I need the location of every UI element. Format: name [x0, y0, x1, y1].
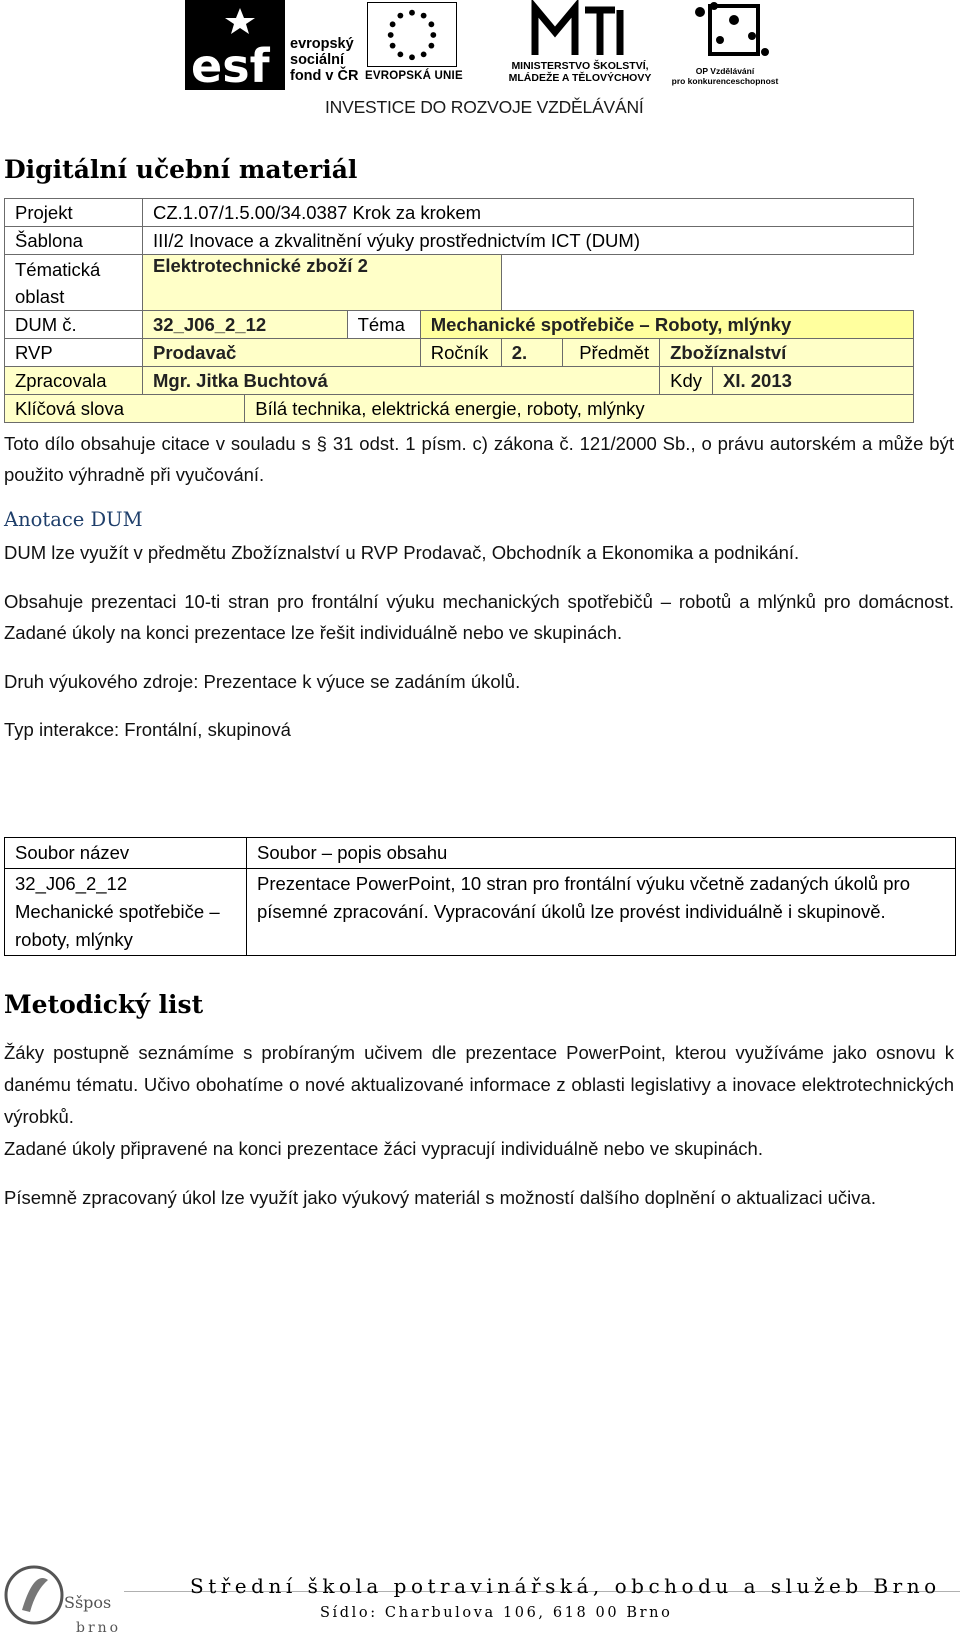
file-title: Mechanické spotřebiče – roboty, mlýnky	[15, 901, 220, 950]
table-row	[5, 255, 914, 311]
label-dum: DUM č.	[5, 311, 143, 339]
school-address: Sídlo: Charbulova 106, 618 00 Brno	[320, 1605, 673, 1621]
label-klicova-slova: Klíčová slova	[5, 395, 245, 423]
value-tema: Mechanické spotřebiče – Roboty, mlýnky	[420, 311, 913, 339]
table-row	[5, 311, 914, 339]
investice-banner: INVESTICE DO ROZVOJE VZDĚLÁVÁNÍ	[325, 97, 644, 117]
value-zpracovala: Mgr. Jitka Buchtová	[143, 367, 660, 395]
svg-text:brno: brno	[76, 1620, 122, 1636]
citation-text: Toto dílo obsahuje citace v souladu s § 31 odst. 1 písm. c) zákona č. 121/2000 Sb., o právu autorském a může být použito výhradně při vyučování.	[4, 433, 954, 485]
empty-cell	[501, 255, 913, 311]
value-sablona: III/2 Inovace a zkvalitnění výuky prostřednictvím ICT (DUM)	[143, 227, 914, 255]
label-projekt: Projekt	[5, 199, 143, 227]
metodicky-p2: Zadané úkoly připravené na konci prezentace žáci vypracují individuálně nebo ve skupinách.	[4, 1138, 763, 1159]
esf-text: evropský sociální fond v ČR	[290, 36, 359, 84]
svg-text:Sšpos: Sšpos	[64, 1593, 112, 1612]
files-header-desc: Soubor – popis obsahu	[247, 838, 956, 869]
info-table	[4, 198, 914, 423]
label-zpracovala: Zpracovala	[5, 367, 143, 395]
label-predmet: Předmět	[562, 339, 659, 367]
metodicky-p1: Žáky postupně seznámíme s probíraným učivem dle prezentace PowerPoint, kterou využíváme jako osnovu k danému tématu. Učivo obohatíme o nové aktualizované informace z oblasti legislativy a inovace elektrotechnických výrobků.	[4, 1042, 954, 1127]
page-title: Digitální učební materiál	[4, 155, 358, 184]
files-table	[4, 837, 956, 956]
value-dum: 32_J06_2_12	[143, 311, 348, 339]
files-header-name: Soubor název	[5, 838, 247, 869]
value-projekt: CZ.1.07/1.5.00/34.0387 Krok za krokem	[143, 199, 914, 227]
label-tema: Téma	[347, 311, 420, 339]
table-row	[5, 339, 914, 367]
msmt-text: MINISTERSTVO ŠKOLSTVÍ, MLÁDEŽE A TĚLOVÝCHOVY	[508, 60, 652, 84]
table-row	[5, 869, 956, 956]
value-kdy: XI. 2013	[713, 367, 914, 395]
file-desc-cell: Prezentace PowerPoint, 10 stran pro frontální výuku včetně zadaných úkolů pro písemné zpracování. Vypracování úkolů lze provést individuálně i skupinově.	[247, 869, 956, 956]
eu-text: EVROPSKÁ UNIE	[365, 70, 463, 82]
metodicky-p3: Písemně zpracovaný úkol lze využít jako výukový materiál s možností dalšího doplnění o aktualizaci učiva.	[4, 1187, 876, 1208]
file-code: 32_J06_2_12	[15, 873, 128, 894]
svg-text:esf: esf	[191, 39, 270, 90]
school-logo	[4, 1560, 124, 1639]
table-row	[5, 227, 914, 255]
op-logo	[690, 0, 780, 65]
table-row	[5, 395, 914, 423]
label-rvp: RVP	[5, 339, 143, 367]
label-rocnik: Ročník	[420, 339, 501, 367]
table-row	[5, 199, 914, 227]
table-row	[5, 367, 914, 395]
label-oblast: Tématická oblast	[5, 255, 143, 311]
table-row	[5, 838, 956, 869]
esf-logo	[185, 0, 285, 90]
anotace-p2: Obsahuje prezentaci 10-ti stran pro frontální výuku mechanických spotřebičů – robotů a mlýnků pro domácnost. Zadané úkoly na konci prezentace lze řešit individuálně nebo ve skupinách.	[4, 591, 954, 643]
msmt-logo	[530, 0, 640, 60]
header-logos	[185, 0, 785, 125]
label-kdy: Kdy	[660, 367, 713, 395]
eu-flag-logo	[367, 2, 457, 67]
school-name: Střední škola potravinářská, obchodu a služeb Brno	[190, 1574, 941, 1598]
file-name-cell	[5, 869, 247, 956]
value-predmet: Zbožíznalství	[660, 339, 914, 367]
value-rvp: Prodavač	[143, 339, 421, 367]
op-text: OP Vzdělávání pro konkurenceschopnost	[671, 66, 779, 86]
anotace-p1: DUM lze využít v předmětu Zbožíznalství u RVP Prodavač, Obchodník a Ekonomika a podnikání.	[4, 542, 800, 563]
anotace-heading: Anotace DUM	[4, 508, 143, 531]
anotace-p4: Typ interakce: Frontální, skupinová	[4, 719, 291, 740]
value-klicova-slova: Bílá technika, elektrická energie, roboty, mlýnky	[245, 395, 914, 423]
value-rocnik: 2.	[501, 339, 562, 367]
anotace-p3: Druh výukového zdroje: Prezentace k výuce se zadáním úkolů.	[4, 671, 521, 692]
value-oblast: Elektrotechnické zboží 2	[143, 255, 502, 311]
metodicky-heading: Metodický list	[4, 990, 204, 1019]
label-sablona: Šablona	[5, 227, 143, 255]
